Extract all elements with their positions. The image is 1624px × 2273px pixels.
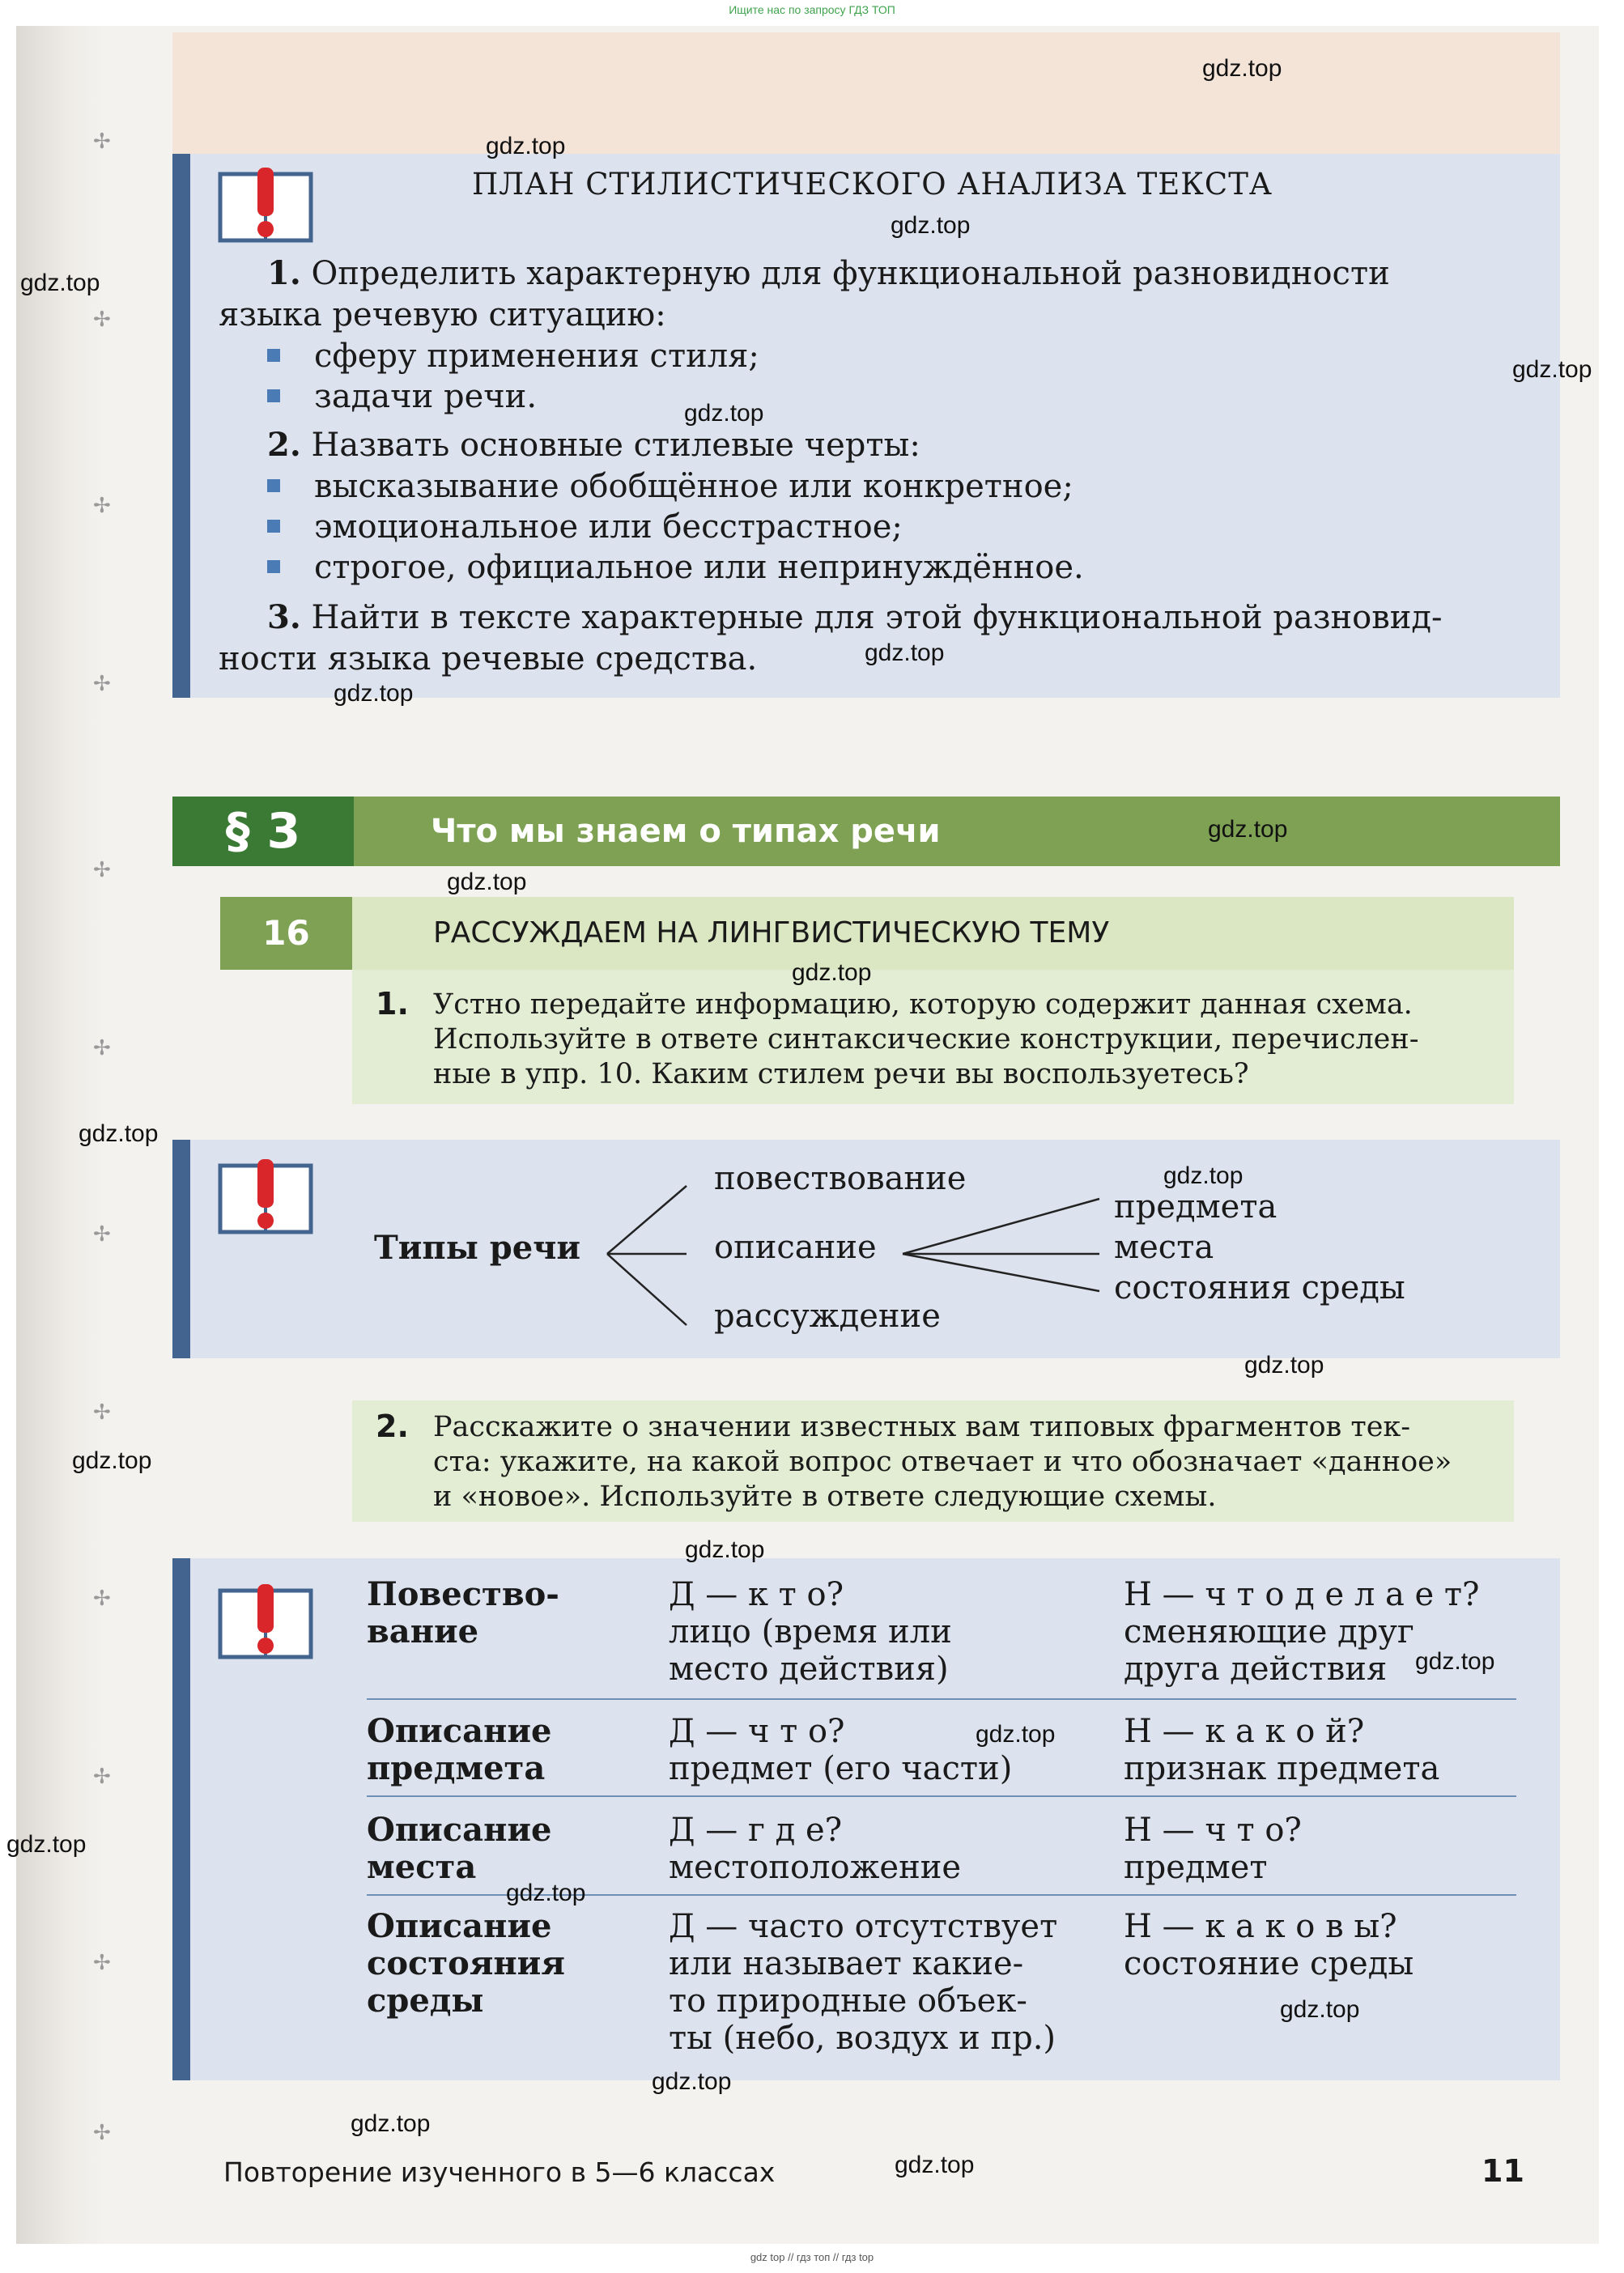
watermark: gdz.top	[447, 869, 527, 895]
attention-book-icon	[217, 166, 314, 244]
given-line: предмет (его части)	[669, 1750, 1013, 1787]
scheme-branch: рассуждение	[714, 1298, 941, 1335]
watermark: gdz.top	[6, 1831, 87, 1858]
given-line: Д — г д е?	[669, 1812, 843, 1849]
section-title: Что мы знаем о типах речи	[431, 813, 941, 850]
plan-item-text: Назвать основные стилевые черты:	[311, 427, 920, 464]
plan-bullet: сферу применения стиля;	[314, 338, 759, 375]
section-number: § 3	[172, 797, 354, 866]
watermark: gdz.top	[684, 400, 764, 427]
table-divider	[367, 1698, 1516, 1700]
table-given-cell	[669, 1812, 961, 1886]
binding-mark: ✢	[93, 494, 111, 518]
watermark: gdz.top	[1208, 816, 1288, 843]
task-2-line: Расскажите о значении известных вам типовых фрагментов тек-	[433, 1411, 1411, 1443]
watermark: gdz.top	[1415, 1648, 1495, 1675]
plan-item-2	[267, 425, 920, 465]
watermark: gdz.top	[486, 133, 566, 159]
given-line: ты (небо, воздух и пр.)	[669, 2020, 1056, 2057]
watermark: gdz.top	[1244, 1352, 1324, 1379]
binding-mark: ✢	[93, 1951, 111, 1975]
row-name-line: Описание	[367, 1712, 552, 1750]
watermark: gdz.top	[976, 1721, 1056, 1748]
new-line: состояние среды	[1124, 1945, 1414, 1982]
given-line: Д — ч т о?	[669, 1713, 845, 1750]
binding-mark: ✢	[93, 1036, 111, 1060]
table-row-name	[367, 1576, 559, 1651]
scheme-sub: состояния среды	[1114, 1269, 1405, 1306]
top-note: Ищите нас по запросу ГДЗ ТОП	[729, 3, 895, 16]
table-row-name	[367, 1713, 551, 1787]
attention-book-icon	[217, 1583, 314, 1660]
table-given-cell	[669, 1908, 1057, 2057]
watermark: gdz.top	[1163, 1162, 1244, 1189]
binding-mark: ✢	[93, 130, 111, 154]
plan-item-number: 2.	[267, 426, 301, 464]
given-line: то природные объек-	[669, 1982, 1027, 2020]
task-1-line: Используйте в ответе синтаксические конструкции, перечислен-	[433, 1023, 1419, 1056]
plan-bullet: эмоциональное или бесстрастное;	[314, 508, 903, 546]
watermark: gdz.top	[652, 2068, 732, 2095]
watermark: gdz.top	[1202, 55, 1282, 82]
task-1-line: Устно передайте информацию, которую содержит данная схема.	[433, 988, 1413, 1021]
given-line: Д — к т о?	[669, 1576, 844, 1613]
table-divider	[367, 1795, 1516, 1797]
bullet-icon	[267, 479, 280, 492]
binding-mark: ✢	[93, 2121, 111, 2145]
plan-bullet: строгое, официальное или непринуждённое.	[314, 549, 1084, 586]
footer-chapter-title: Повторение изученного в 5—6 классах	[223, 2156, 776, 2188]
plan-bullet: высказывание обобщённое или конкретное;	[314, 468, 1073, 505]
task-2-line: ста: укажите, на какой вопрос отвечает и что обозначает «данное»	[433, 1446, 1452, 1478]
plan-bullet: задачи речи.	[314, 378, 538, 415]
new-line: Н — ч т о д е л а е т?	[1124, 1576, 1480, 1613]
row-name-line: Описание	[367, 1907, 552, 1945]
attention-book-icon	[217, 1158, 314, 1235]
new-line: предмет	[1124, 1849, 1268, 1886]
table-row-name	[367, 1908, 565, 2020]
given-line: местоположение	[669, 1849, 962, 1886]
row-name-line: состояния	[367, 1944, 565, 1982]
binding-mark: ✢	[93, 1222, 111, 1247]
row-name-line: Описание	[367, 1811, 552, 1849]
watermark: gdz.top	[895, 2152, 975, 2178]
watermark: gdz.top	[72, 1447, 152, 1474]
binding-mark: ✢	[93, 1765, 111, 1789]
plan-item-number: 1.	[267, 254, 301, 292]
watermark: gdz.top	[506, 1880, 586, 1906]
binding-mark: ✢	[93, 1587, 111, 1611]
row-name-line: среды	[367, 1982, 484, 2020]
table-new-cell	[1124, 1713, 1439, 1787]
watermark: gdz.top	[79, 1120, 159, 1147]
row-name-line: места	[367, 1848, 477, 1886]
watermark: gdz.top	[865, 639, 945, 666]
page-number: 11	[1482, 2153, 1524, 2189]
binding-mark: ✢	[93, 858, 111, 882]
watermark: gdz.top	[1512, 356, 1592, 383]
new-line: Н — ч т о?	[1124, 1812, 1302, 1849]
task-1-line: ные в упр. 10. Каким стилем речи вы воспользуетесь?	[433, 1058, 1249, 1090]
new-line: признак предмета	[1124, 1750, 1440, 1787]
plan-item-1-continued: языка речевую ситуацию:	[219, 296, 666, 334]
new-line: друга действия	[1124, 1651, 1388, 1688]
plan-title: ПЛАН СТИЛИСТИЧЕСКОГО АНАЛИЗА ТЕКСТА	[472, 167, 1273, 202]
scheme-branch: повествование	[714, 1160, 967, 1197]
watermark: gdz.top	[1280, 1996, 1360, 2023]
row-name-line: Повество-	[367, 1575, 559, 1613]
binding-mark: ✢	[93, 308, 111, 332]
plan-item-1	[267, 253, 1390, 294]
watermark: gdz.top	[20, 270, 100, 296]
watermark: gdz.top	[334, 680, 414, 707]
table-given-cell	[669, 1576, 952, 1688]
box-accent-bar	[172, 1558, 190, 2080]
plan-item-3	[267, 597, 1443, 638]
scheme-sub: места	[1114, 1229, 1214, 1266]
table-given-cell	[669, 1713, 1012, 1787]
plan-item-text: Определить характерную для функциональной разновидности	[311, 255, 1390, 292]
scheme-sub: предмета	[1114, 1188, 1278, 1226]
row-name-line: вание	[367, 1612, 479, 1651]
watermark: gdz.top	[792, 959, 872, 986]
given-line: Д — часто отсутствует	[669, 1908, 1058, 1945]
box-accent-bar	[172, 1140, 190, 1358]
binding-mark: ✢	[93, 1400, 111, 1425]
plan-item-number: 3.	[267, 598, 301, 636]
task-number: 1.	[376, 986, 409, 1022]
box-accent-bar	[172, 154, 190, 698]
exercise-title: РАССУЖДАЕМ НА ЛИНГВИСТИЧЕСКУЮ ТЕМУ	[433, 916, 1110, 950]
table-new-cell	[1124, 1812, 1302, 1886]
scheme-root: Типы речи	[374, 1229, 581, 1267]
task-2-line: и «новое». Используйте в ответе следующие схемы.	[433, 1481, 1217, 1513]
plan-item-text: Найти в тексте характерные для этой функциональной разновид-	[311, 599, 1443, 636]
table-new-cell	[1124, 1908, 1414, 1982]
bullet-icon	[267, 560, 280, 573]
exercise-number: 16	[220, 897, 352, 970]
table-row-name	[367, 1812, 551, 1886]
given-line: или называет какие-	[669, 1945, 1024, 1982]
watermark: gdz.top	[351, 2110, 431, 2137]
binding-mark: ✢	[93, 672, 111, 696]
bullet-icon	[267, 349, 280, 362]
new-line: сменяющие друг	[1124, 1613, 1414, 1651]
given-line: лицо (время или	[669, 1613, 952, 1651]
bullet-icon	[267, 389, 280, 402]
watermark: gdz.top	[685, 1536, 765, 1563]
row-name-line: предмета	[367, 1749, 546, 1787]
top-band	[172, 32, 1560, 154]
given-line: место действия)	[669, 1651, 949, 1688]
watermark: gdz.top	[891, 212, 971, 239]
bullet-icon	[267, 520, 280, 533]
task-number: 2.	[376, 1408, 409, 1444]
plan-item-3-continued: ности языка речевые средства.	[219, 640, 758, 678]
bottom-note: gdz top // гдз топ // гдз top	[750, 2251, 874, 2263]
scheme-branch: описание	[714, 1229, 877, 1266]
new-line: Н — к а к о й?	[1124, 1713, 1365, 1750]
new-line: Н — к а к о в ы?	[1124, 1908, 1397, 1945]
